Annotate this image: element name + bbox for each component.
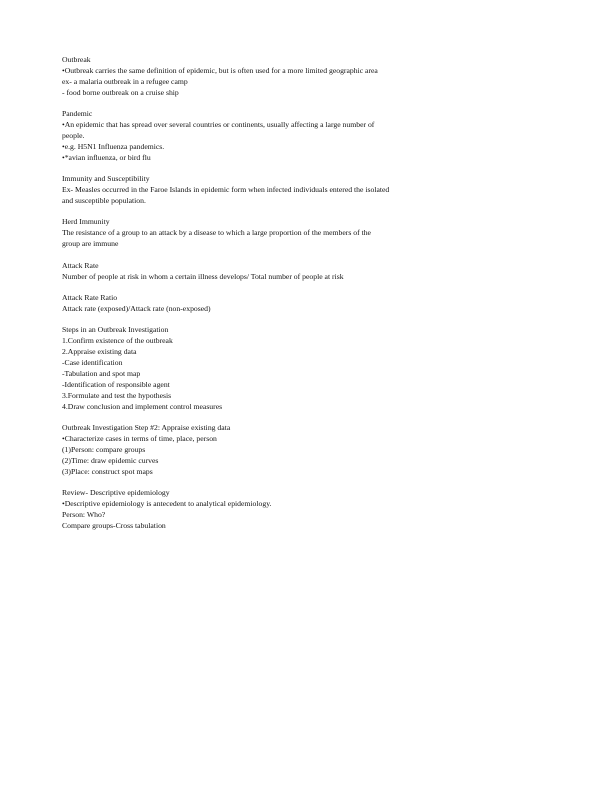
text-line: (2)Time: draw epidemic curves <box>62 455 159 465</box>
section-heading: Pandemic <box>62 109 93 119</box>
text-line: Ex- Measles occurred in the Faroe Islands in epidemic form when infected individuals entered the isolated <box>62 185 390 195</box>
text-line: •Characterize cases in terms of time, place, person <box>62 433 217 443</box>
text-line: -Identification of responsible agent <box>62 379 170 389</box>
text-line: •*avian influenza, or bird flu <box>62 152 151 162</box>
section-heading: Review- Descriptive epidemiology <box>62 488 170 497</box>
text-line: •e.g. H5N1 Influenza pandemics. <box>62 141 165 151</box>
text-line: 1.Confirm existence of the outbreak <box>62 336 173 346</box>
section-heading: Outbreak <box>62 55 91 64</box>
text-line: - food borne outbreak on a cruise ship <box>62 87 179 97</box>
text-line: Number of people at risk in whom a certain illness develops/ Total number of people at risk <box>62 271 344 281</box>
section-heading: Attack Rate Ratio <box>62 292 118 302</box>
text-line: group are immune <box>62 239 119 249</box>
section-attack-rate <box>62 261 582 283</box>
text-line: The resistance of a group to an attack by a disease to which a large proportion of the members of the <box>62 228 371 238</box>
section-heading: Attack Rate <box>62 260 99 270</box>
text-line: people. <box>62 130 85 140</box>
text-line: Person: Who? <box>62 509 106 519</box>
section-heading: Herd Immunity <box>62 217 110 227</box>
text-line: •Outbreak carries the same definition of epidemic, but is often used for a more limited geographic area <box>62 65 378 75</box>
section-heading: Steps in an Outbreak Investigation <box>62 325 169 335</box>
text-line: 3.Formulate and test the hypothesis <box>62 390 172 400</box>
section-investigation-step-2 <box>62 423 582 478</box>
section-herd-immunity <box>62 217 582 250</box>
section-outbreak-steps <box>62 325 582 412</box>
text-line: 2.Appraise existing data <box>62 347 137 357</box>
document-page <box>62 55 582 542</box>
text-line: -Case identification <box>62 357 123 367</box>
section-descriptive-epidemiology <box>62 488 582 532</box>
section-outbreak <box>62 55 582 99</box>
section-heading: Outbreak Investigation Step #2: Appraise existing data <box>62 422 231 432</box>
text-line: Attack rate (exposed)/Attack rate (non-exposed) <box>62 303 211 313</box>
text-line: (1)Person: compare groups <box>62 444 146 454</box>
text-line: 4.Draw conclusion and implement control measures <box>62 401 223 411</box>
text-line: ex- a malaria outbreak in a refugee camp <box>62 76 188 86</box>
section-immunity-susceptibility <box>62 174 582 207</box>
section-heading: Immunity and Susceptibility <box>62 174 150 184</box>
text-line: •Descriptive epidemiology is antecedent to analytical epidemiology. <box>62 498 272 508</box>
text-line: (3)Place: construct spot maps <box>62 466 153 476</box>
text-line: Compare groups-Cross tabulation <box>62 520 166 530</box>
text-line: •An epidemic that has spread over several countries or continents, usually affecting a large number of <box>62 120 375 130</box>
section-attack-rate-ratio <box>62 293 582 315</box>
text-line: and susceptible population. <box>62 195 146 205</box>
text-line: -Tabulation and spot map <box>62 368 141 378</box>
section-pandemic <box>62 109 582 164</box>
